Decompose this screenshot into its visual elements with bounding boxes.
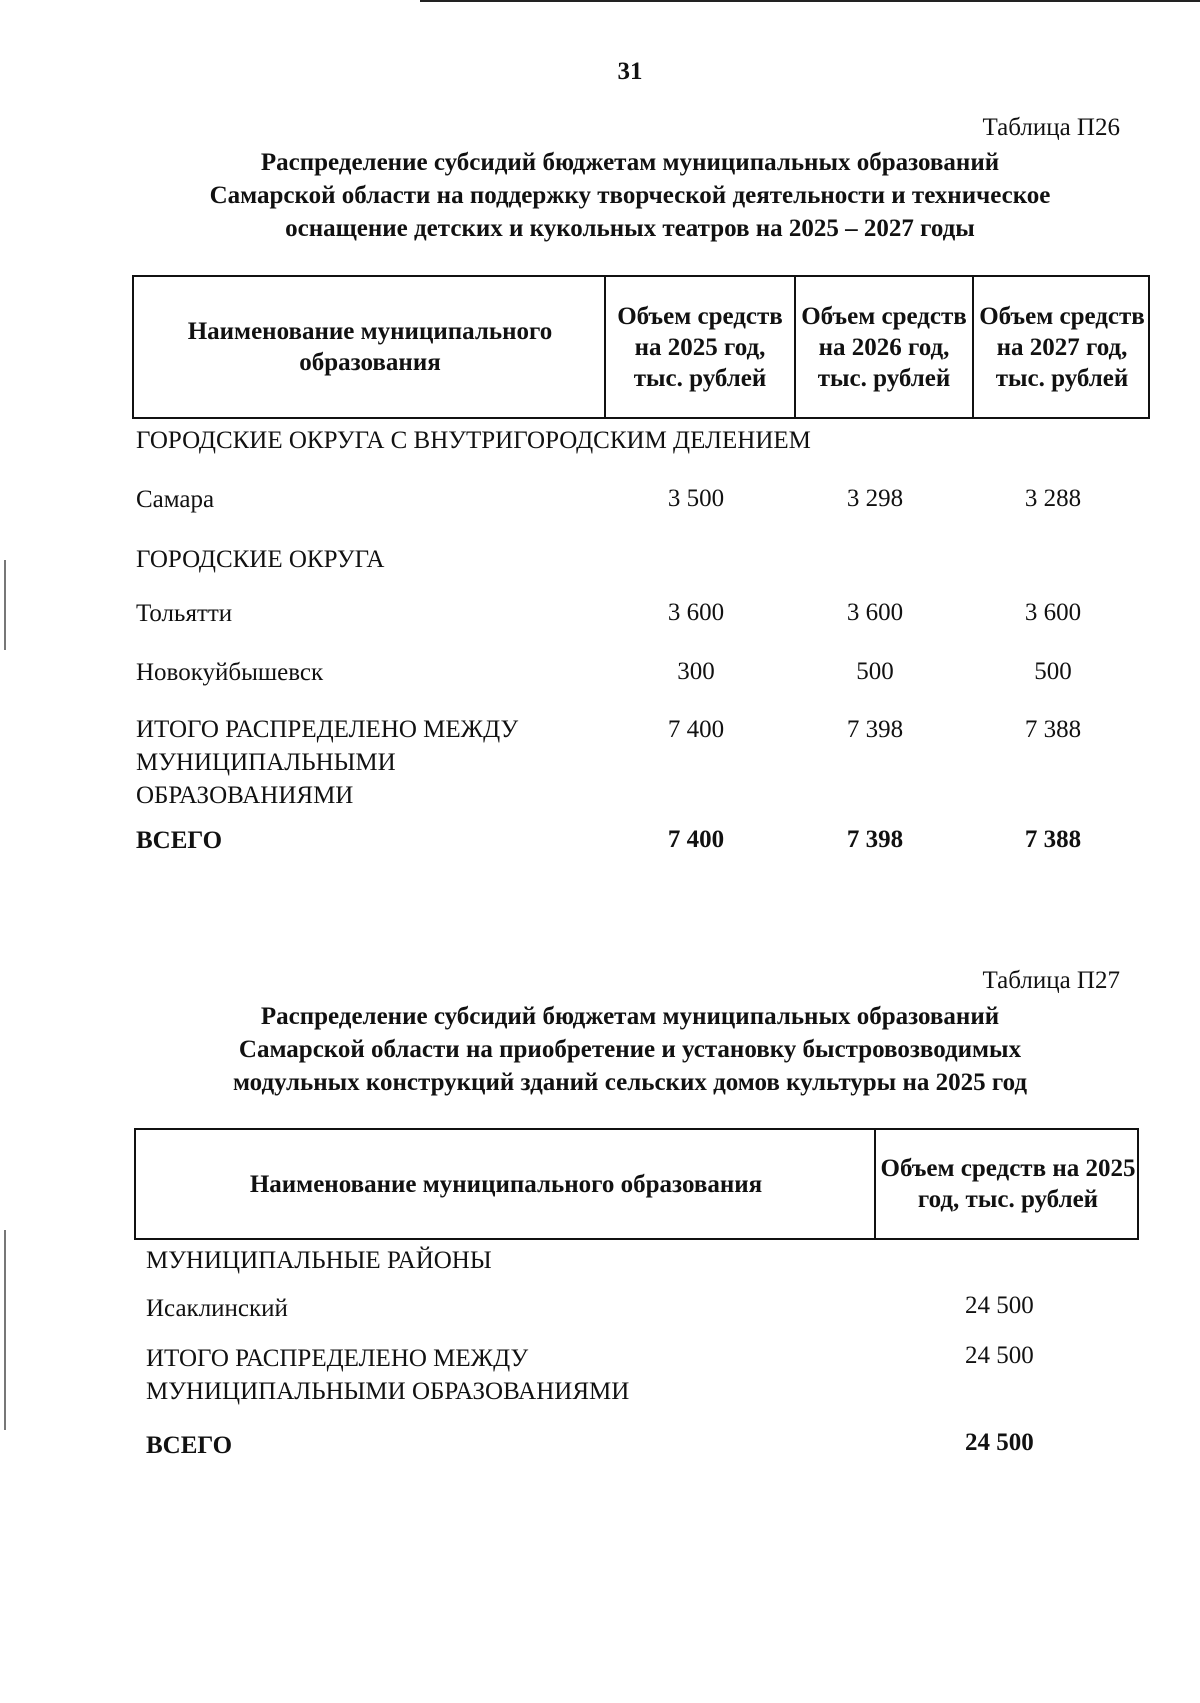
page-number: 31 [617,58,643,85]
value-2026: 3 298 [846,485,904,512]
table-p26-title [100,146,1160,245]
table-p26-header [132,275,1150,419]
value-2026: 3 600 [846,599,904,626]
value-2027: 7 388 [1024,716,1082,743]
row-name: Тольятти [136,600,233,627]
row-name: Новокуйбышевск [136,659,324,686]
title-line: Самарской области на приобретение и установку быстровозводимых [238,1036,1022,1063]
value-2025: 3 500 [667,485,725,512]
title-line: оснащение детских и кукольных театров на 2025 – 2027 годы [285,215,975,242]
value-2026: 500 [856,658,894,685]
table-p26-label: Таблица П26 [982,114,1120,141]
value-2027: 3 288 [1024,485,1082,512]
header-2025: Объем средств на 2025 год, тыс. рублей [617,302,783,392]
section-header: ГОРОДСКИЕ ОКРУГА [136,546,385,573]
value-2027: 7 388 [1024,826,1082,853]
table-p27-header [134,1128,1139,1240]
value-2027: 500 [1034,658,1072,685]
value-2025: 3 600 [667,599,725,626]
header-2026: Объем средств на 2026 год, тыс. рублей [801,302,967,392]
scan-edge-mark [4,1230,6,1430]
scan-border-line [420,0,1200,2]
value-2026: 7 398 [846,716,904,743]
title-line: Распределение субсидий бюджетам муниципальных образований [260,149,1000,176]
header-name: Наименование муниципального образования [187,318,553,376]
row-name-line2: МУНИЦИПАЛЬНЫМИ ОБРАЗОВАНИЯМИ [146,1378,630,1405]
title-line: Самарской области на поддержку творческой деятельности и техническое [209,182,1051,209]
value-2025: 7 400 [667,826,725,853]
section-header: МУНИЦИПАЛЬНЫЕ РАЙОНЫ [146,1247,492,1274]
header-name: Наименование муниципального образования [249,1170,763,1198]
row-name: ИТОГО РАСПРЕДЕЛЕНО МЕЖДУ МУНИЦИПАЛЬНЫМИ ОБРАЗОВАНИЯМИ [136,716,519,809]
title-line: Распределение субсидий бюджетам муниципальных образований [260,1003,1000,1030]
title-line: модульных конструкций зданий сельских домов культуры на 2025 год [232,1069,1028,1096]
value-2025: 7 400 [667,716,725,743]
value-2025: 300 [677,658,715,685]
value-2026: 7 398 [846,826,904,853]
section-header: ГОРОДСКИЕ ОКРУГА С ВНУТРИГОРОДСКИМ ДЕЛЕНИЕМ [136,427,811,454]
value-2027: 3 600 [1024,599,1082,626]
row-name: Исаклинский [146,1295,288,1322]
row-name: ВСЕГО [146,1432,233,1459]
table-p27-title [100,1000,1160,1099]
value-2025: 24 500 [965,1292,1034,1319]
row-name-line1: ИТОГО РАСПРЕДЕЛЕНО МЕЖДУ [146,1345,529,1372]
header-2025: Объем средств на 2025 год, тыс. рублей [880,1155,1136,1213]
table-p27-label: Таблица П27 [982,967,1120,994]
scan-edge-mark [4,560,6,650]
value-2025: 24 500 [965,1429,1034,1456]
row-name: ВСЕГО [136,827,223,854]
value-2025: 24 500 [965,1342,1034,1369]
header-2027: Объем средств на 2027 год, тыс. рублей [979,302,1145,392]
row-name: Самара [136,486,215,513]
